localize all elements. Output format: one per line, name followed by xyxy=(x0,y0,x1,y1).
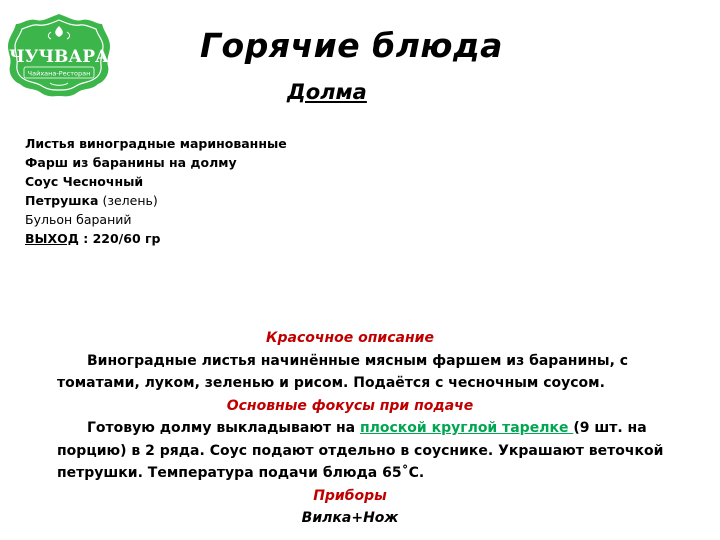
utensils-text: Вилка+Нож xyxy=(301,510,399,526)
yield-label: ВЫХОД xyxy=(25,231,79,246)
serving-text xyxy=(57,417,687,485)
section-header-description: Красочное описание xyxy=(266,330,434,346)
yield-value: : 220/60 гр xyxy=(78,231,161,246)
page-title: Горячие блюда xyxy=(200,26,503,65)
dish-name: Долма xyxy=(287,80,367,104)
description-text: Виноградные листья начинённые мясным фаршем из баранины, с томатами, луком, зеленью и рисом. Подаётся с чесночным соусом. xyxy=(57,352,629,391)
ingredient-bold-part: Петрушка xyxy=(25,193,99,208)
ingredient-item: Бульон бараний xyxy=(25,212,132,227)
logo-tagline-text: Чайхана-Ресторан xyxy=(27,69,91,78)
plate-link[interactable]: плоской круглой тарелке xyxy=(359,420,574,436)
ingredient-note: (зелень) xyxy=(98,193,158,208)
ingredient-item: Фарш из баранины на долму xyxy=(25,155,237,170)
section-header-utensils: Приборы xyxy=(313,487,387,504)
ingredients-list xyxy=(25,134,287,248)
section-header-serving: Основные фокусы при подаче xyxy=(226,397,474,414)
dish-description-block xyxy=(57,327,687,530)
ingredient-item xyxy=(25,191,287,210)
ingredient-item: Соус Чесночный xyxy=(25,174,144,189)
restaurant-logo xyxy=(6,12,112,98)
serving-text-start: Готовую долму выкладывают на xyxy=(87,420,360,436)
ingredient-item: Листья виноградные маринованные xyxy=(25,136,287,151)
logo-brand-text: ЧУЧВАРА xyxy=(9,47,109,67)
serving-text-end: (9 шт. на порцию) в 2 ряда. Соус подают отдельно в соуснике. Украшают веточкой петрушки. Температура подачи блюда 65˚С. xyxy=(57,420,664,481)
yield-line xyxy=(25,229,287,248)
